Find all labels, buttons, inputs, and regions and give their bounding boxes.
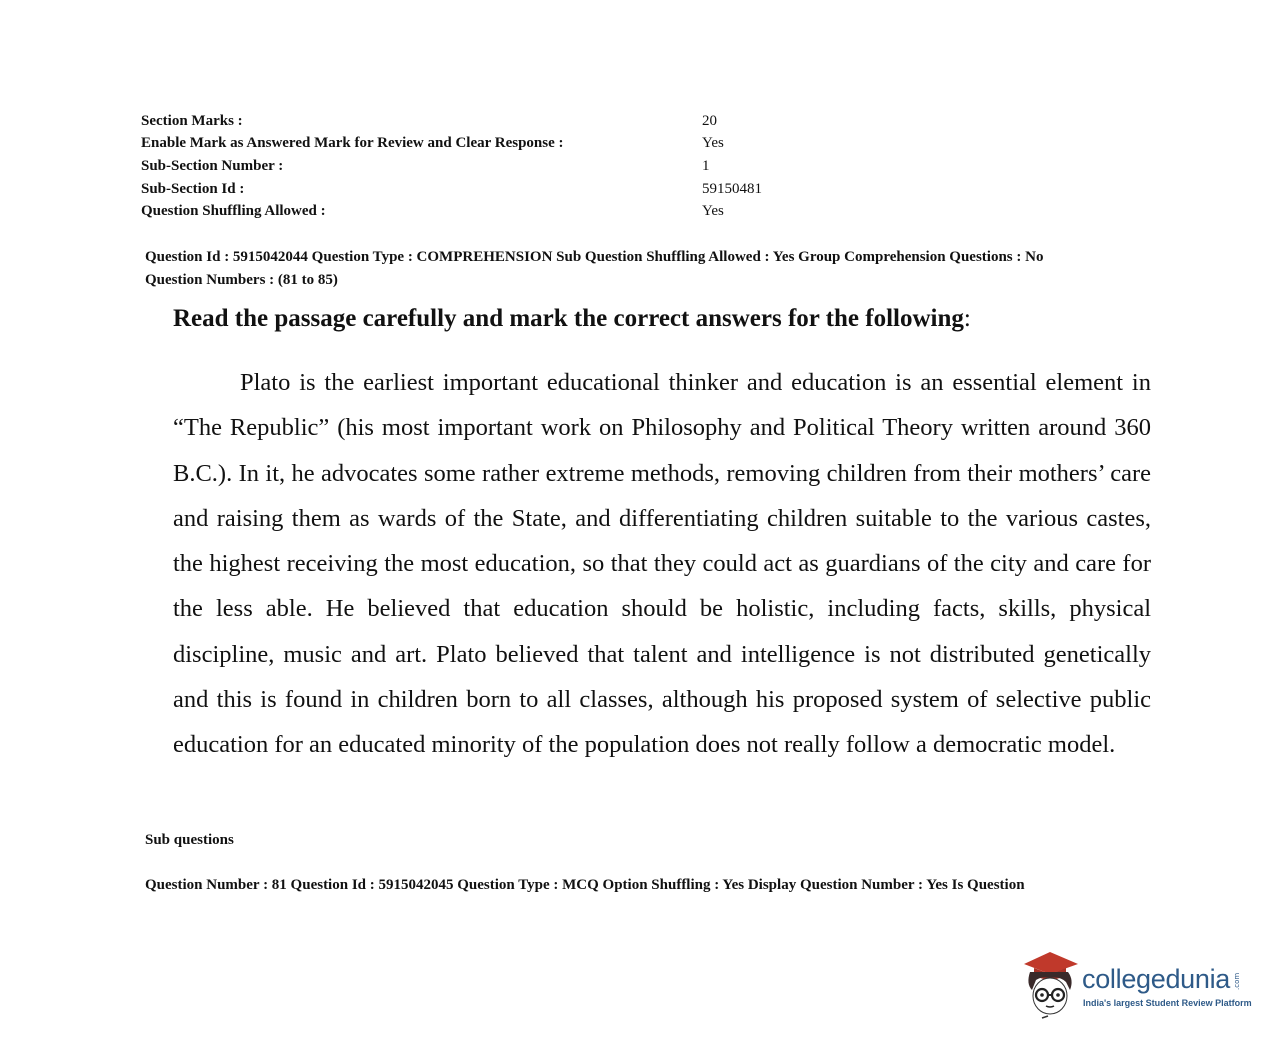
meta-row-question-shuffling bbox=[141, 200, 841, 223]
logo-wordmark: collegedunia bbox=[1082, 964, 1231, 994]
meta-label: Sub-Section Number : bbox=[141, 157, 284, 174]
question-numbers-line: Question Numbers : (81 to 85) bbox=[145, 272, 338, 288]
meta-row-enable-mark bbox=[141, 133, 841, 156]
meta-row-subsection-number bbox=[141, 155, 841, 178]
question-info-line: Question Id : 5915042044 Question Type : COMPREHENSION Sub Question Shuffling Allowed : Yes Group Comprehension Questions : No bbox=[145, 249, 1044, 265]
logo-tagline: India's largest Student Review Platform bbox=[1083, 998, 1252, 1008]
question-number-line: Question Number : 81 Question Id : 5915042045 Question Type : MCQ Option Shuffling : Yes Display Question Number : Yes Is Question bbox=[145, 877, 1025, 893]
meta-label: Sub-Section Id : bbox=[141, 180, 245, 197]
sub-questions-label: Sub questions bbox=[145, 832, 234, 848]
section-meta-table bbox=[141, 110, 841, 223]
meta-value: 20 bbox=[702, 112, 717, 129]
meta-label: Enable Mark as Answered Mark for Review and Clear Response : bbox=[141, 135, 564, 152]
meta-row-section-marks bbox=[141, 110, 841, 133]
graduate-face-icon bbox=[1020, 950, 1080, 1020]
question-info bbox=[145, 246, 1145, 292]
instruction-text: Read the passage carefully and mark the correct answers for the following bbox=[173, 305, 964, 332]
comprehension-passage: Plato is the earliest important educational thinker and education is an essential element in “The Republic” (his most important work on Philosophy and Political Theory written around 360 B.C.). In it, he advocates some rather extreme methods, removing children from their mothers’ care and raising them as wards of the State, and differentiating children suitable to the various castes, the highest receiving the most education, so that they could act as guardians of the city and care for the less able. He believed that education should be holistic, including facts, skills, physical discipline, music and art. Plato believed that talent and intelligence is not distributed genetically and this is found in children born to all classes, although his proposed system of selective public education for an educated minority of the population does not really follow a democratic model. bbox=[173, 369, 1151, 759]
instruction-colon: : bbox=[963, 305, 971, 332]
meta-label: Question Shuffling Allowed : bbox=[141, 203, 326, 220]
meta-value: 1 bbox=[702, 157, 710, 174]
collegedunia-logo bbox=[1020, 950, 1260, 1020]
meta-value: Yes bbox=[702, 135, 724, 152]
meta-label: Section Marks : bbox=[141, 112, 243, 129]
meta-row-subsection-id bbox=[141, 178, 841, 201]
meta-value: Yes bbox=[702, 203, 724, 220]
passage-instruction bbox=[173, 305, 971, 333]
meta-value: 59150481 bbox=[702, 180, 762, 197]
logo-domain-suffix: .com bbox=[1233, 972, 1241, 990]
